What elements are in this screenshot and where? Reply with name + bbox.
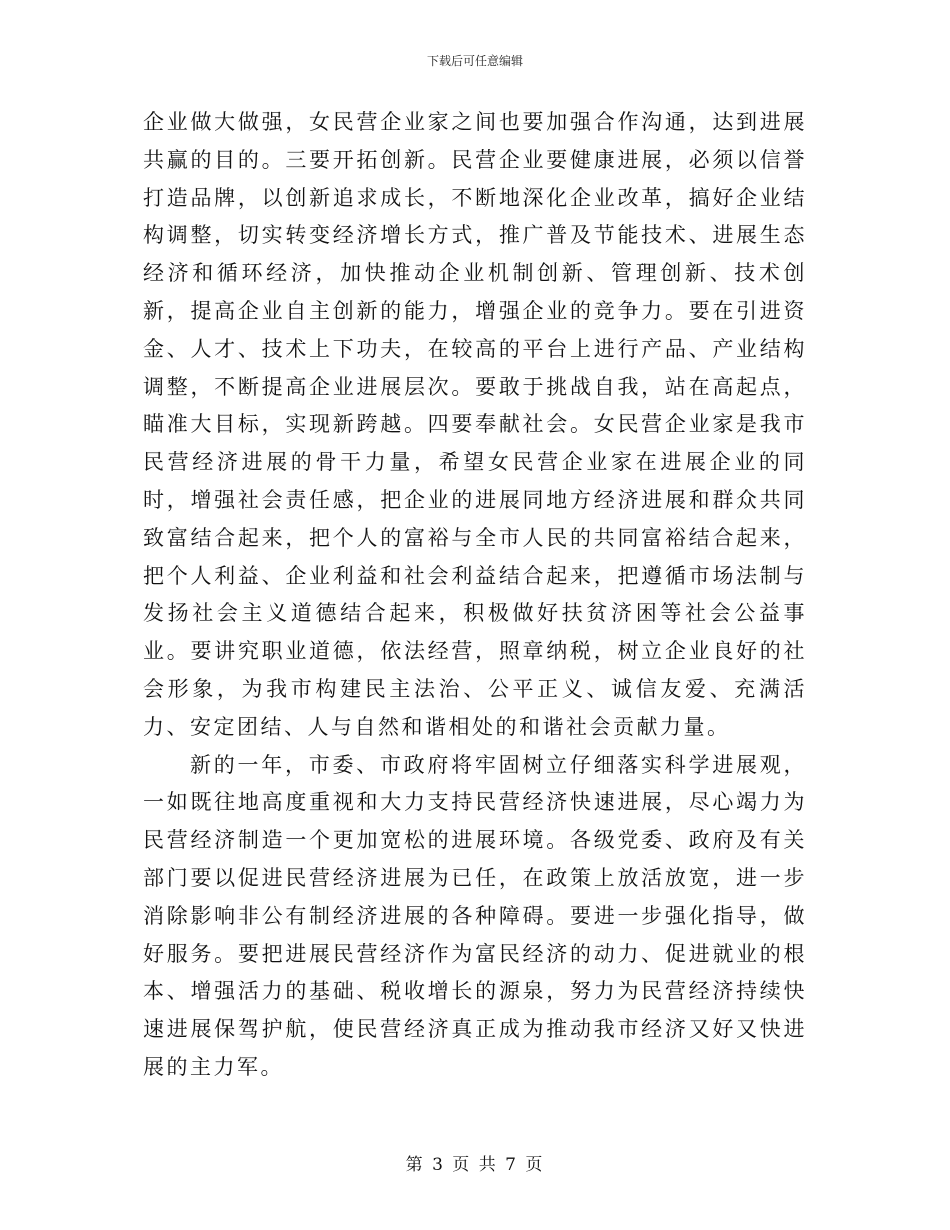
- footer-prefix: 第: [405, 1155, 425, 1175]
- footer-suffix: 页: [525, 1155, 545, 1175]
- document-body: [143, 104, 807, 1087]
- paragraph-continued: 企业做大做强，女民营企业家之间也要加强合作沟通，达到进展共赢的目的。三要开拓创新。民营企业要健康进展，必须以信誉打造品牌，以创新追求成长，不断地深化企业改革，搞好企业结构调整，切实转变经济增长方式，推广普及节能技术、进展生态经济和循环经济，加快推动企业机制创新、管理创新、技术创新，提高企业自主创新的能力，增强企业的竞争力。要在引进资金、人才、技术上下功夫，在较高的平台上进行产品、产业结构调整，不断提高企业进展层次。要敢于挑战自我，站在高起点，瞄准大目标，实现新跨越。四要奉献社会。女民营企业家是我市民营经济进展的骨干力量，希望女民营企业家在进展企业的同时，增强社会责任感，把企业的进展同地方经济进展和群众共同致富结合起来，把个人的富裕与全市人民的共同富裕结合起来，把个人利益、企业利益和社会利益结合起来，把遵循市场法制与发扬社会主义道德结合起来，积极做好扶贫济困等社会公益事业。要讲究职业道德，依法经营，照章纳税，树立企业良好的社会形象，为我市构建民主法治、公平正义、诚信友爱、充满活力、安定团结、人与自然和谐相处的和谐社会贡献力量。: [143, 110, 807, 739]
- page-header: [0, 53, 950, 69]
- header-text: 下载后可任意编辑: [426, 54, 523, 68]
- total-pages: 7: [505, 1155, 518, 1175]
- page-footer: [0, 1154, 950, 1176]
- page-number: 3: [432, 1155, 445, 1175]
- paragraph-new-year: 新的一年，市委、市政府将牢固树立仔细落实科学进展观，一如既往地高度重视和大力支持民营经济快速进展，尽心竭力为民营经济制造一个更加宽松的进展环境。各级党委、政府及有关部门要以促进民营经济进展为已任，在政策上放活放宽，进一步消除影响非公有制经济进展的各种障碍。要进一步强化指导，做好服务。要把进展民营经济作为富民经济的动力、促进就业的根本、增强活力的基础、税收增长的源泉，努力为民营经济持续快速进展保驾护航，使民营经济真正成为推动我市经济又好又快进展的主力军。: [143, 752, 807, 1079]
- footer-middle: 页 共: [452, 1155, 498, 1175]
